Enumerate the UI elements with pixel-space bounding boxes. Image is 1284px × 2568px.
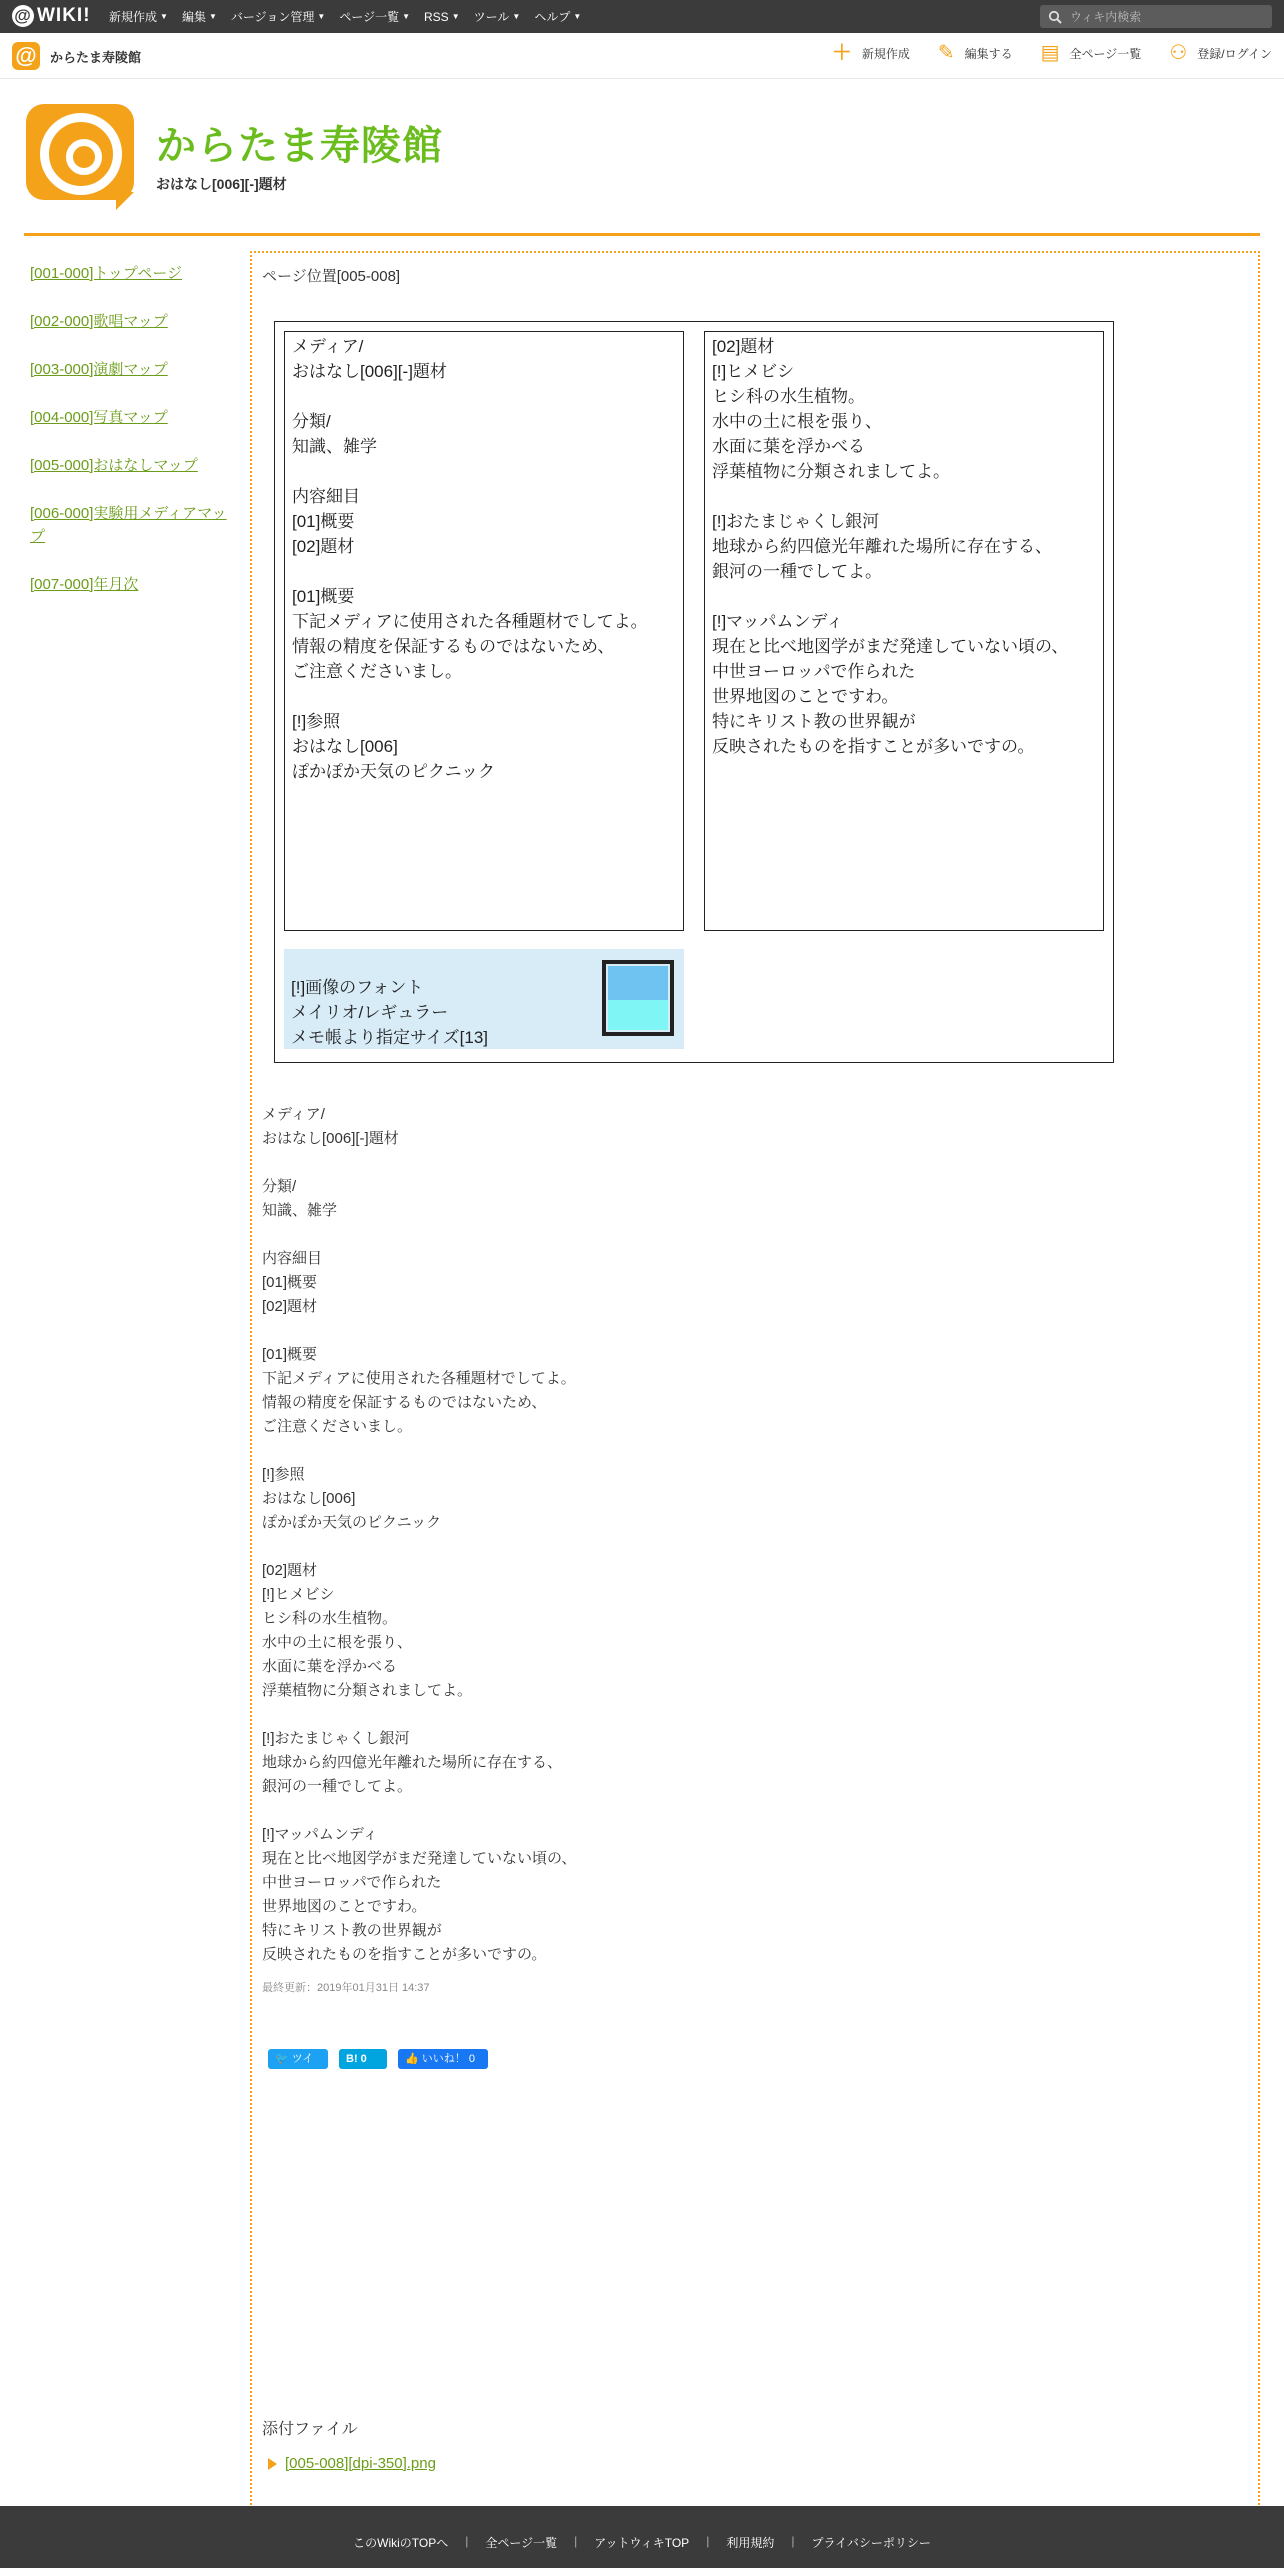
atwiki-logo[interactable] [12,5,91,27]
document-icon: ▤ [1040,42,1060,64]
tweet-button[interactable] [268,2049,328,2085]
page-body: メディア/ おはなし[006][-]題材 分類/ 知識、雑学 内容細目 [01]概要 [02]題材 [01]概要 下記メディアに使用された各種題材でしてよ。 情報の精度を保証するものではないため、 ご注意くださいまし。 [!]参照 おはなし[006] ぽかぽか天気のピクニック [02]題材 [!]ヒメビシ ヒシ科の水生植物。 水中の土に根を張り、 水面に葉を浮かべる 浮葉植物に分類されましてよ。 [!]おたまじゃくし銀河 地球から約四億光年離れた場所に存在する、 銀河の一種でしてよ。 [!]マッパムンディ 現在と比べ地図学がまだ発達していない頃の、 中世ヨーロッパで作られた 世界地図のことですわ。 特にキリスト教の世界観が 反映されたものを指すことが多いですの。 [262,1106,577,1963]
twitter-icon: 🐦 [275,2053,289,2065]
image-right-box: [02]題材 [!]ヒメビシ ヒシ科の水生植物。 水中の土に根を張り、 水面に葉を浮かべる 浮葉植物に分類されましてよ。 [!]おたまじゃくし銀河 地球から約四億光年離れた場所に存在する、 銀河の一種でしてよ。 [!]マッパムンディ 現在と比べ地図学がまだ発達していない頃の、 中世ヨーロッパで作られた 世界地図のことですわ。 特にキリスト教の世界観が 反映されたものを指すことが多いですの。 [704,331,1104,931]
action-label: 新規作成 [861,46,910,61]
menu-label: RSS [424,9,449,24]
menu-label: ヘルプ [534,10,571,24]
sidebar-item-monthly[interactable]: [007-000]年月次 [30,576,139,593]
login-button[interactable] [1169,43,1272,63]
swatch-top [608,966,668,1000]
plus-icon: ＋ [831,42,852,64]
font-info-box [284,949,684,1049]
site-bar [0,33,1284,79]
page-title: おはなし[006][-]題材 [156,176,287,192]
new-page-button[interactable] [832,43,910,63]
sidebar-item-singing-map[interactable]: [002-000]歌唱マップ [30,313,168,330]
footer-link-atwiki-top[interactable]: アットウィキTOP [594,2536,690,2550]
attachment-link[interactable]: [005-008][dpi-350].png [285,2455,436,2472]
sidebar-item-photo-map[interactable]: [004-000]写真マップ [30,409,168,426]
caret-down-icon: ▼ [512,12,521,21]
logo-dot [66,139,102,175]
attachment-item [268,2455,436,2472]
sidebar-item-top[interactable]: [001-000]トップページ [30,265,183,282]
top-menu [109,0,595,33]
footer-link-all-pages[interactable]: 全ページ一覧 [485,2536,558,2550]
footer-link-wiki-top[interactable]: このWikiのTOPへ [353,2536,449,2550]
action-label: 登録/ログイン [1197,46,1272,61]
search-icon[interactable] [1048,10,1062,24]
main-content [250,251,1260,2509]
facebook-like-button[interactable] [398,2049,488,2069]
footer-links [0,2534,1284,2551]
footer [0,2506,1284,2568]
menu-label: ツール [473,10,510,24]
footer-separator: | [465,2534,469,2548]
edit-button[interactable] [938,43,1013,63]
page-position: ページ位置[005-008] [262,268,401,285]
site-logo[interactable] [26,104,134,200]
page-actions [804,43,1272,63]
menu-version[interactable] [231,8,325,25]
logo-text: WIKI! [37,5,91,26]
menu-tools[interactable] [474,8,521,25]
menu-new[interactable] [109,8,168,25]
caret-down-icon: ▼ [573,12,582,21]
site-logo-icon: @ [12,42,40,70]
social-buttons [268,2049,499,2085]
like-label: いいね！ 0 [421,2053,475,2065]
sidebar [30,262,240,621]
content-image [274,321,1114,1063]
all-pages-button[interactable] [1041,43,1142,63]
site-name: からたま寿陵館 [50,49,142,65]
thumbs-up-icon: 👍 [405,2053,419,2065]
menu-pages[interactable] [339,8,410,25]
attachments-heading: 添付ファイル [262,2421,358,2438]
menu-rss[interactable] [424,10,460,24]
wiki-search [1040,5,1272,28]
color-swatch [602,960,674,1036]
menu-label: バージョン管理 [230,10,315,24]
menu-label: 編集 [181,10,206,24]
last-updated: 最終更新：2019年01月31日 14:37 [262,1982,430,1994]
action-label: 編集する [964,46,1013,61]
font-info-text: [!]画像のフォント メイリオ/レギュラー メモ帳より指定サイズ[13] [291,978,488,1047]
sidebar-item-drama-map[interactable]: [003-000]演劇マップ [30,361,168,378]
site-link[interactable] [12,42,141,70]
swatch-bottom [608,1000,668,1030]
logo-tail [116,192,134,210]
top-bar [0,0,1284,33]
sidebar-item-story-map[interactable]: [005-000]おはなしマップ [30,457,198,474]
action-label: 全ページ一覧 [1069,46,1142,61]
menu-label: 新規作成 [109,10,158,24]
image-left-box: メディア/ おはなし[006][-]題材 分類/ 知識、雑学 内容細目 [01]概要 [02]題材 [01]概要 下記メディアに使用された各種題材でしてよ。 情報の精度を保証するものではないため、 ご注意くださいまし。 [!]参照 おはなし[006] ぽかぽか天気のピクニック [284,331,684,931]
footer-link-terms[interactable]: 利用規約 [726,2536,775,2550]
menu-help[interactable] [534,8,581,25]
header-divider [24,233,1260,236]
sidebar-item-media-map[interactable]: [006-000]実験用メディアマップ [30,505,227,545]
at-icon: @ [12,5,34,27]
footer-separator: | [791,2534,795,2548]
site-title[interactable]: からたま寿陵館 [156,124,443,168]
menu-edit[interactable] [182,8,217,25]
caret-down-icon: ▼ [208,12,217,21]
tweet-label: ツイート [275,2053,314,2085]
hatena-bookmark-button[interactable]: B! 0 [339,2049,387,2069]
footer-link-privacy[interactable]: プライバシーポリシー [811,2536,931,2550]
menu-label: ページ一覧 [339,10,400,24]
triangle-right-icon [268,2458,277,2470]
pencil-icon: ✎ [937,42,955,64]
footer-separator: | [574,2534,578,2548]
caret-down-icon: ▼ [317,12,326,21]
user-add-icon: ⚇ [1169,42,1188,64]
caret-down-icon: ▼ [451,12,460,21]
search-input[interactable] [1068,9,1262,25]
caret-down-icon: ▼ [160,12,168,21]
caret-down-icon: ▼ [402,12,411,21]
footer-separator: | [706,2534,710,2548]
